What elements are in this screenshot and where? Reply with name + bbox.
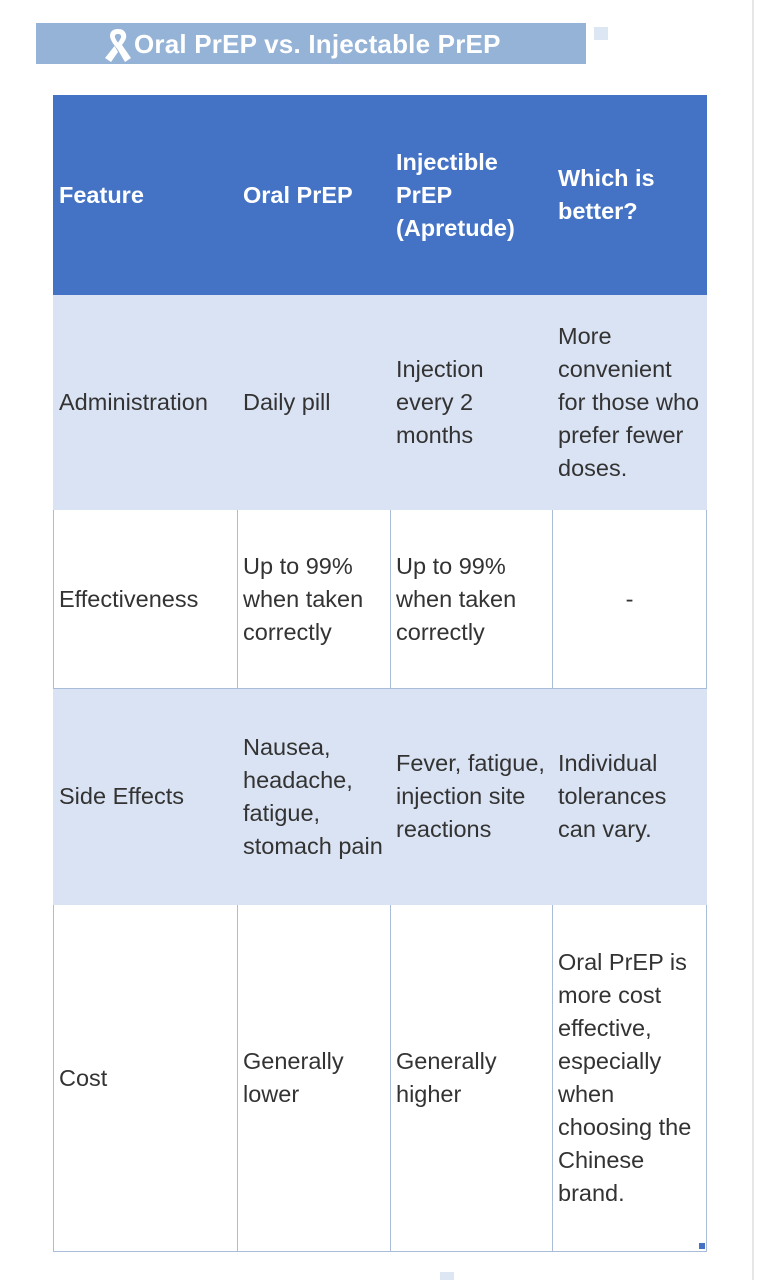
comparison-table bbox=[53, 95, 707, 1252]
row-side-effects-better: Individual tolerances can vary. bbox=[553, 689, 707, 905]
row-administration-feature: Administration bbox=[54, 295, 238, 510]
table-row bbox=[54, 510, 707, 689]
row-cost-injectable: Generally higher bbox=[391, 905, 553, 1252]
header-feature: Feature bbox=[54, 96, 238, 295]
header-which-better: Which is better? bbox=[553, 96, 707, 295]
table-row bbox=[54, 689, 707, 905]
row-effectiveness-injectable: Up to 99% when taken correctly bbox=[391, 510, 553, 689]
awareness-ribbon-icon bbox=[98, 25, 138, 65]
row-effectiveness-feature: Effectiveness bbox=[54, 510, 238, 689]
comparison-table-container bbox=[53, 95, 706, 1251]
header-oral-prep: Oral PrEP bbox=[238, 96, 391, 295]
row-cost-feature: Cost bbox=[54, 905, 238, 1252]
page-title: Oral PrEP vs. Injectable PrEP bbox=[134, 29, 501, 59]
row-cost-better: Oral PrEP is more cost effective, especially when choosing the Chinese brand. bbox=[553, 905, 707, 1252]
row-side-effects-feature: Side Effects bbox=[54, 689, 238, 905]
page-edge-rule bbox=[752, 0, 754, 1280]
table-row bbox=[54, 905, 707, 1252]
table-header-row bbox=[54, 96, 707, 295]
row-administration-injectable: Injection every 2 months bbox=[391, 295, 553, 510]
row-cost-oral: Generally lower bbox=[238, 905, 391, 1252]
row-administration-better: More convenient for those who prefer fewer doses. bbox=[553, 295, 707, 510]
table-row bbox=[54, 295, 707, 510]
decorative-square-bottom bbox=[440, 1272, 454, 1280]
decorative-square bbox=[594, 27, 608, 40]
header-injectable-prep: Injectible PrEP (Apretude) bbox=[391, 96, 553, 295]
row-administration-oral: Daily pill bbox=[238, 295, 391, 510]
title-banner bbox=[36, 23, 586, 64]
row-effectiveness-oral: Up to 99% when taken correctly bbox=[238, 510, 391, 689]
row-effectiveness-better: - bbox=[553, 510, 707, 689]
row-side-effects-oral: Nausea, headache, fatigue, stomach pain bbox=[238, 689, 391, 905]
table-resize-handle bbox=[699, 1243, 705, 1249]
row-side-effects-injectable: Fever, fatigue, injection site reactions bbox=[391, 689, 553, 905]
